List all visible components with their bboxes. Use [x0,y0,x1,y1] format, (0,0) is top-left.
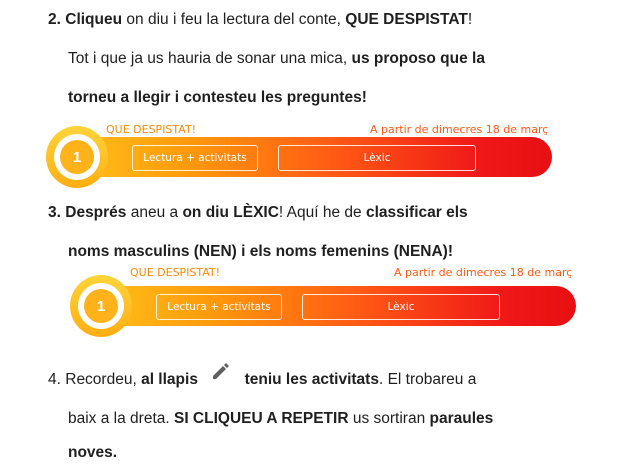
lexic-button[interactable]: Lèxic [278,145,476,171]
step-2-paragraph [48,0,554,117]
step-2-click-word: Cliqueu [65,11,123,28]
step-4-pencil-emphasis: al llapis [141,371,198,388]
step-2-number: 2. [48,11,61,28]
reading-activities-button[interactable]: Lectura + activitats [132,145,258,171]
step-4-paragraph [48,360,554,468]
step-3-number: 3. [48,204,61,221]
step-3-after-word: Després [65,204,127,221]
step-4-text-2: . El trobareu a [378,371,477,388]
step-3-lexic-emphasis: on diu LÈXIC [182,204,279,221]
pencil-icon [208,357,234,379]
step-3-text: aneu a [126,204,183,221]
banner-title: QUE DESPISTAT! [106,123,197,136]
step-2-text-2: Tot i que ja us hauria de sonar una mica, [68,50,352,67]
banner-title: QUE DESPISTAT! [130,266,221,279]
banner-badge-number: 1 [84,289,118,323]
step-2-text-end: ! [467,11,473,28]
lexic-button[interactable]: Lèxic [302,294,500,320]
story-title-text: QUE DESPISTAT [345,11,468,28]
step-4-repeat-emphasis: SI CLIQUEU A REPETIR [173,410,349,427]
reading-activities-button[interactable]: Lectura + activitats [156,294,282,320]
step-4-text-3: baix a la dreta. [68,410,174,427]
step-4-text-4: us sortiran [348,410,430,427]
banner-date: A partir de dimecres 18 de març [370,123,549,136]
banner-date: A partir de dimecres 18 de març [394,266,573,279]
step-2-emphasis-2: torneu a llegir i contesteu les preguntes! [68,89,367,106]
story-banner-1 [46,117,556,187]
step-4-text: Recordeu, [60,371,142,388]
step-4-new-emphasis: noves. [68,444,118,461]
step-3-classify-emphasis: classificar els [365,204,468,221]
story-banner-2 [70,260,580,330]
step-4-number: 4. [48,371,61,388]
step-3-text-2: ! Aquí he de [278,204,366,221]
step-4-activities-emphasis: teniu les activitats [244,371,379,388]
step-3-nouns-emphasis: noms masculins (NEN) i els noms femenins (NENA)! [68,243,453,260]
step-4-words-emphasis: paraules [429,410,494,427]
step-2-text: on diu i feu la lectura del conte, [122,11,346,28]
banner-badge-number: 1 [60,140,94,174]
step-2-emphasis: us proposo que la [351,50,485,67]
